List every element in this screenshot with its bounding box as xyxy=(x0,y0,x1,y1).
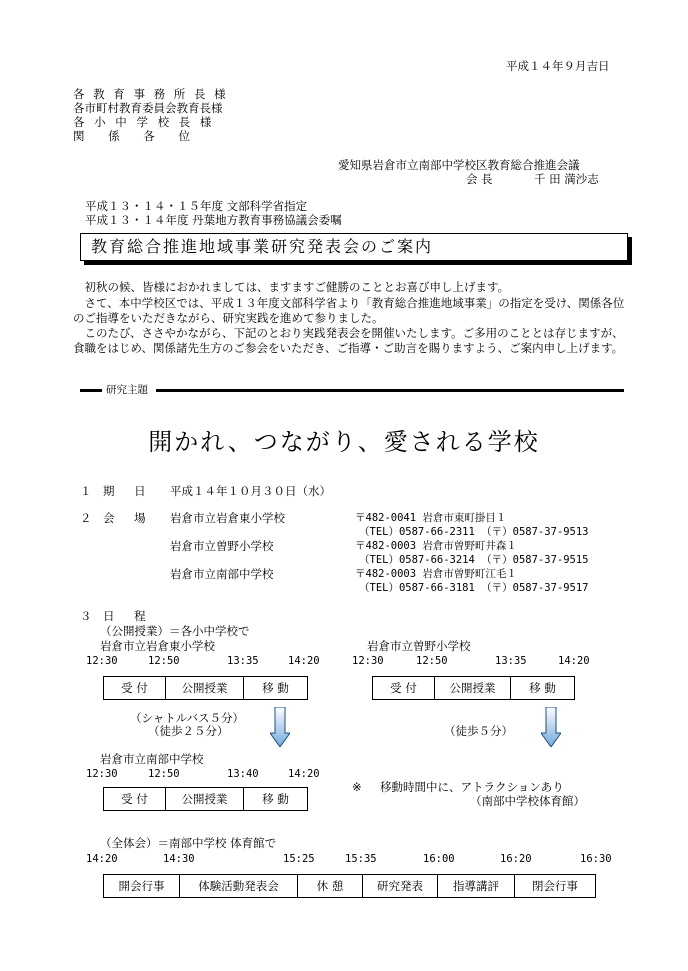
sono-time-1: 12:30 xyxy=(352,655,384,667)
plenary-schedule-bar xyxy=(103,874,596,898)
sender-organization: 愛知県岩倉市立南部中学校区教育総合推進会議 xyxy=(338,158,580,172)
public-class-heading: （公開授業）＝各小中学校で xyxy=(100,624,250,638)
walk-5-note: （徒歩５分） xyxy=(444,724,513,738)
item3-number: ３ xyxy=(80,609,92,623)
research-theme: 開かれ、つながり、愛される学校 xyxy=(148,428,540,456)
sono-time-3: 13:35 xyxy=(495,655,527,667)
schedule-cell: 指導講評 xyxy=(438,875,515,897)
body-paragraph-2: さて、本中学校区では、平成１３年度文部科学省より「教育総合推進地域事業」の指定を受け、関係各位のご指導をいただきながら、研究実践を進めて参りました。 xyxy=(73,296,625,325)
nanbu-time-1: 12:30 xyxy=(86,768,118,780)
higashi-time-1: 12:30 xyxy=(86,655,118,667)
nanbu-time-2: 12:50 xyxy=(148,768,180,780)
venue-1-address: 〒482-0041 岩倉市東町掛目１ xyxy=(355,512,507,524)
plenary-heading: （全体会）＝南部中学校 体育館で xyxy=(100,836,277,850)
note-mark: ※ xyxy=(352,780,362,794)
item2-label: 会 場 xyxy=(103,511,154,525)
body-paragraph-3: このたび、ささやかながら、下記のとおり実践発表会を開催いたします。ご多用のこととは存じますが、食職をはじめ、関係諸先生方のご参会をいただき、ご指導・ご助言を賜りますよう、ご案内申し上げます。 xyxy=(73,326,624,355)
nanbu-school-name: 岩倉市立南部中学校 xyxy=(100,752,204,766)
sono-time-4: 14:20 xyxy=(558,655,590,667)
schedule-cell: 移 動 xyxy=(262,792,289,806)
item1-value: 平成１４年１０月３０日（水） xyxy=(170,484,331,498)
sender-name: 千 田 満沙志 xyxy=(534,172,599,186)
schedule-cell: 体験活動発表会 xyxy=(180,875,298,897)
schedule-cell: 公開授業 xyxy=(435,677,511,699)
item2-number: ２ xyxy=(80,511,92,525)
recipient-1: 各 教 育 事 務 所 長 様 xyxy=(73,87,229,101)
higashi-school-name: 岩倉市立岩倉東小学校 xyxy=(100,639,215,653)
plenary-time-7: 16:30 xyxy=(580,853,612,865)
walk-25-note: （徒歩２５分） xyxy=(148,724,229,738)
sono-school-name: 岩倉市立曽野小学校 xyxy=(367,639,471,653)
nanbu-schedule-bar xyxy=(103,787,308,811)
venue-1-name: 岩倉市立岩倉東小学校 xyxy=(170,511,285,525)
document-title: 教育総合推進地域事業研究発表会のご案内 xyxy=(91,237,434,256)
sono-schedule-bar xyxy=(372,676,575,700)
item1-label: 期 日 xyxy=(103,484,154,498)
schedule-cell: 閉会行事 xyxy=(532,879,578,893)
schedule-cell: 受 付 xyxy=(104,677,166,699)
schedule-cell: 開会行事 xyxy=(104,875,180,897)
plenary-time-2: 14:30 xyxy=(163,853,195,865)
venue-1-phone: （TEL）0587-66-2311 （〒）0587-37-9513 xyxy=(359,526,589,538)
plenary-time-3: 15:25 xyxy=(283,853,315,865)
schedule-cell: 公開授業 xyxy=(166,788,244,810)
higashi-schedule-bar xyxy=(103,676,308,700)
sender-title: 会 長 xyxy=(466,172,493,186)
theme-rule-left xyxy=(80,389,102,392)
plenary-time-1: 14:20 xyxy=(86,853,118,865)
item3-label: 日 程 xyxy=(103,609,154,623)
higashi-time-2: 12:50 xyxy=(148,655,180,667)
schedule-cell: 移 動 xyxy=(262,681,289,695)
higashi-time-3: 13:35 xyxy=(227,655,259,667)
venue-3-address: 〒482-0003 岩倉市曽野町江毛１ xyxy=(355,568,517,580)
venue-3-name: 岩倉市立南部中学校 xyxy=(170,567,274,581)
theme-rule-right xyxy=(156,389,624,392)
venue-2-address: 〒482-0003 岩倉市曽野町井森１ xyxy=(355,540,517,552)
higashi-time-4: 14:20 xyxy=(288,655,320,667)
schedule-cell: 研究発表 xyxy=(363,875,438,897)
body-paragraph-1: 初秋の候、皆様におかれましては、ますますご健勝のこととお喜び申し上げます。 xyxy=(73,280,510,294)
designation-1: 平成１３・１４・１５年度 文部科学省指定 xyxy=(85,199,308,213)
venue-3-phone: （TEL）0587-66-3181 （〒）0587-37-9517 xyxy=(359,582,589,594)
nanbu-time-3: 13:40 xyxy=(227,768,259,780)
recipient-2: 各市町村教育委員会教育長様 xyxy=(73,101,223,115)
schedule-cell: 休 憩 xyxy=(298,875,363,897)
schedule-cell: 移 動 xyxy=(529,681,556,695)
plenary-time-5: 16:00 xyxy=(423,853,455,865)
nanbu-time-4: 14:20 xyxy=(288,768,320,780)
document-title-box xyxy=(80,233,628,261)
recipient-3: 各 小 中 学 校 長 様 xyxy=(73,115,215,129)
plenary-time-4: 15:35 xyxy=(345,853,377,865)
sono-time-2: 12:50 xyxy=(416,655,448,667)
schedule-cell: 受 付 xyxy=(104,788,166,810)
down-arrow-icon xyxy=(270,707,290,747)
schedule-cell: 公開授業 xyxy=(166,677,244,699)
item1-number: １ xyxy=(80,484,92,498)
venue-2-phone: （TEL）0587-66-3214 （〒）0587-37-9515 xyxy=(359,554,589,566)
designation-2: 平成１３・１４年度 丹葉地方教育事務協議会委嘱 xyxy=(85,213,342,227)
schedule-cell: 受 付 xyxy=(373,677,435,699)
issue-date: 平成１４年９月吉日 xyxy=(506,59,610,73)
attraction-location: （南部中学校体育館） xyxy=(470,794,585,808)
venue-2-name: 岩倉市立曽野小学校 xyxy=(170,539,274,553)
attraction-note: 移動時間中に、アトラクションあり xyxy=(380,780,564,794)
theme-label: 研究主題 xyxy=(106,384,148,396)
recipient-4: 関 係 各 位 xyxy=(73,129,200,143)
down-arrow-icon xyxy=(541,707,561,747)
shuttle-bus-note: （シャトルバス５分） xyxy=(130,711,244,725)
plenary-time-6: 16:20 xyxy=(500,853,532,865)
